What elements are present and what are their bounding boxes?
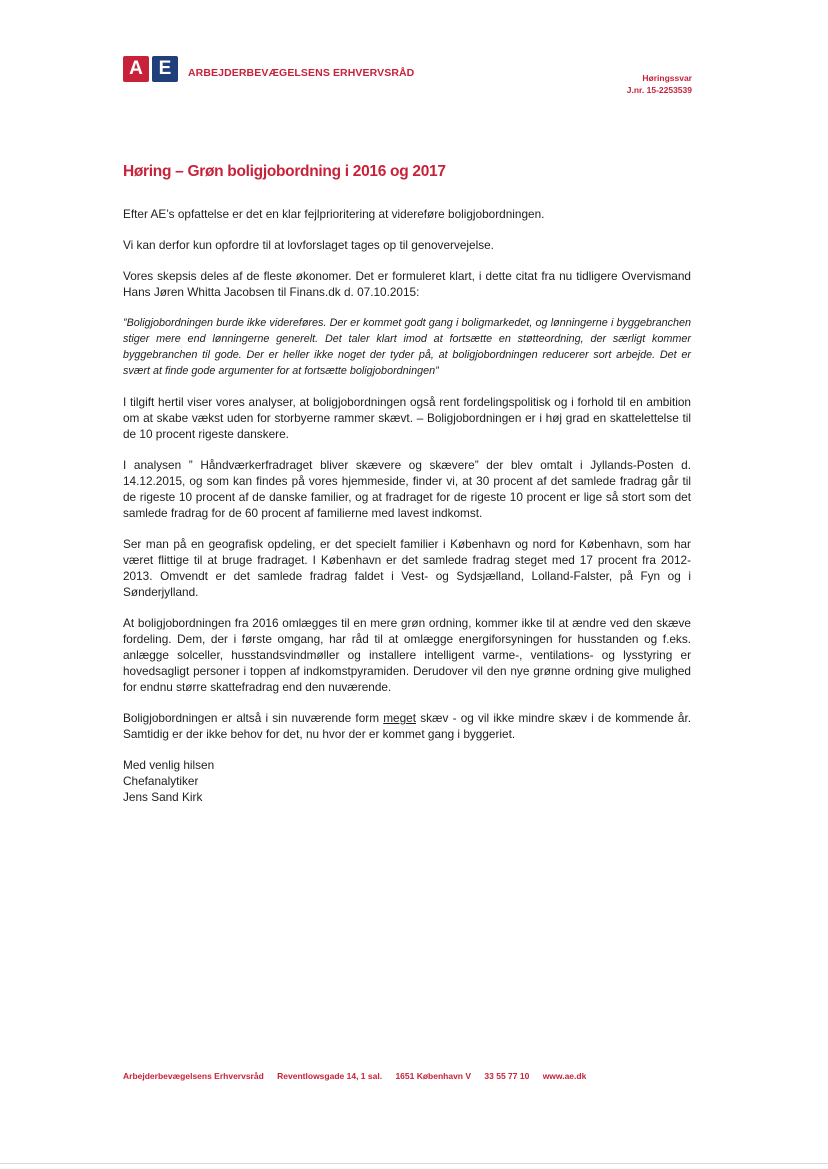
quote-block: ”Boligjobordningen burde ikke videreføres. Der er kommet godt gang i boligmarkedet, og lønningerne i byggebranchen stiger mere end lønningerne generelt. Det taler klart imod at fortsætte en støtteordning, der særligt kommer byggebranchen til gode. Der er heller ikke noget der tyder på, at boligjobordningen reducerer sort arbejde. Det er svært at finde gode argumenter for at fortsætte boligjobordningen” — [123, 317, 691, 377]
closing-greeting: Med venlig hilsen — [123, 758, 215, 772]
paragraph-8-start: Boligjobordningen er altså i sin nuværende form — [123, 711, 384, 725]
signature-block — [123, 757, 691, 805]
logo-a-tile: A — [123, 56, 149, 82]
footer-website[interactable]: www.ae.dk — [542, 1071, 587, 1081]
paragraph-7: At boligjobordningen fra 2016 omlægges til en mere grøn ordning, kommer ikke til at ændre ved den skæve fordeling. Dem, der i første omgang, har råd til at omlægge energiforsyningen for husstanden og f.eks. anlægge solceller, husstandsvindmøller og installere intelligent varme-, ventilations- og lysstyring er hovedsagligt personer i toppen af indkomstpyramiden. Derudover vil den nye grønne ordning give mulighed for endnu større skattefradrag end den nuværende. — [123, 616, 691, 694]
org-name: ARBEJDERBEVÆGELSENS ERHVERVSRÅD — [188, 66, 415, 79]
paragraph-4: I tilgift hertil viser vores analyser, at boligjobordningen også rent fordelingspolitisk og i forhold til en ambition om at skabe vækst uden for storbyerne rammer skævt. – Boligjobordningen er i høj grad en skattelettelse til de 10 procent rigeste danskere. — [123, 395, 691, 441]
page-edge-divider — [0, 1163, 828, 1164]
paragraph-2: Vi kan derfor kun opfordre til at lovforslaget tages op til genovervejelse. — [123, 238, 494, 252]
paragraph-6: Ser man på en geografisk opdeling, er det specielt familier i København og nord for København, som har været flittige til at bruge fradraget. I København er det samlede fradrag steget med 17 procent fra 2012-2013. Omvendt er det samlede fradrag faldet i Vest- og Sydsjælland, Lolland-Falster, på Fyn og i Sønderjylland. — [123, 537, 691, 599]
logo-e-tile: E — [152, 56, 178, 82]
signer-role: Chefanalytiker — [123, 774, 199, 788]
reference-number: J.nr. 15-2253539 — [626, 85, 692, 95]
footer — [123, 1071, 597, 1081]
paragraph-8-end: skæv - og vil ikke mindre skæv i de kommende år. Samtidig er der ikke behov for det, nu hvor der er kommet gang i byggeriet. — [123, 711, 691, 741]
footer-city: 1651 København V — [395, 1071, 472, 1081]
letter-body — [123, 206, 691, 805]
page-title: Høring – Grøn boligjobordning i 2016 og 2017 — [123, 163, 446, 180]
document-meta — [627, 72, 692, 96]
underlined-word: meget — [383, 711, 417, 725]
paragraph-1: Efter AE’s opfattelse er det en klar fejlprioritering at videreføre boligjobordningen. — [123, 207, 545, 221]
footer-org: Arbejderbevægelsens Erhvervsråd — [123, 1071, 264, 1081]
document-type: Høringssvar — [642, 73, 692, 83]
signer-name: Jens Sand Kirk — [123, 790, 203, 804]
footer-phone: 33 55 77 10 — [484, 1071, 530, 1081]
paragraph-3: Vores skepsis deles af de fleste økonomer. Det er formuleret klart, i dette citat fra nu tidligere Overvismand Hans Jøren Whitta Jacobsen til Finans.dk d. 07.10.2015: — [123, 269, 691, 299]
ae-logo — [123, 56, 414, 82]
paragraph-8 — [123, 710, 691, 742]
footer-address: Reventlowsgade 14, 1 sal. — [277, 1071, 383, 1081]
paragraph-5: I analysen ” Håndværkerfradraget bliver skævere og skævere” der blev omtalt i Jyllands-Posten d. 14.12.2015, og som kan findes på vores hjemmeside, finder vi, at 30 procent af det samlede fradrag går til de rigeste 10 procent af de danske familier, og at fradraget for de rigeste 10 procent er lige så stort som det samlede fradrag for de 60 procent af familierne med lavest indkomst. — [123, 458, 691, 520]
